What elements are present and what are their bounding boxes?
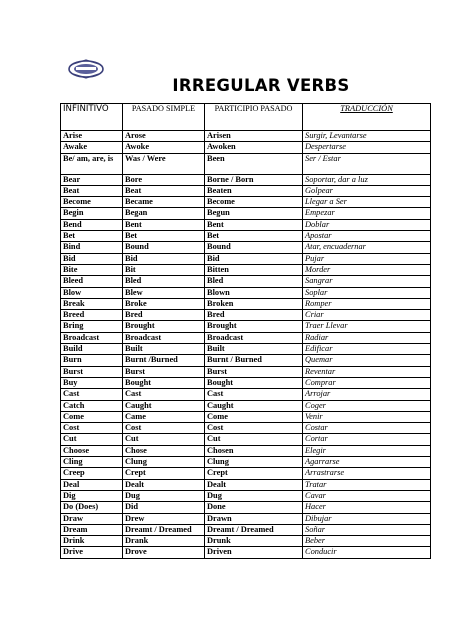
infinitive-cell: Choose (61, 445, 123, 456)
translation-cell: Cavar (303, 490, 431, 501)
translation-cell: Comprar (303, 377, 431, 388)
infinitive-cell: Broadcast (61, 332, 123, 343)
infinitive-cell: Dream (61, 524, 123, 535)
past-simple-cell: Bred (123, 310, 205, 321)
translation-cell: Apostar (303, 231, 431, 242)
past-simple-cell: Bought (123, 377, 205, 388)
past-simple-cell: Dealt (123, 479, 205, 490)
past-participle-cell: Come (205, 411, 303, 422)
table-row (61, 355, 431, 366)
infinitive-cell: Cling (61, 457, 123, 468)
translation-cell: Despertarse (303, 142, 431, 153)
table-row (61, 253, 431, 264)
table-row (61, 242, 431, 253)
table-row (61, 321, 431, 332)
table-row (61, 524, 431, 535)
translation-cell: Elegir (303, 445, 431, 456)
translation-cell: Criar (303, 310, 431, 321)
past-simple-cell: Chose (123, 445, 205, 456)
table-row (61, 423, 431, 434)
past-participle-cell: Drunk (205, 536, 303, 547)
translation-cell: Atar, encuadernar (303, 242, 431, 253)
translation-cell: Beber (303, 536, 431, 547)
table-row (61, 513, 431, 524)
past-simple-cell: Was / Were (123, 153, 205, 174)
translation-cell: Doblar (303, 219, 431, 230)
translation-cell: Empezar (303, 208, 431, 219)
past-simple-cell: Crept (123, 468, 205, 479)
past-participle-cell: Beaten (205, 185, 303, 196)
past-participle-cell: Awoken (205, 142, 303, 153)
past-participle-cell: Done (205, 502, 303, 513)
past-participle-cell: Broadcast (205, 332, 303, 343)
infinitive-cell: Begin (61, 208, 123, 219)
translation-cell: Costar (303, 423, 431, 434)
past-simple-cell: Began (123, 208, 205, 219)
past-simple-cell: Dreamt / Dreamed (123, 524, 205, 535)
table-row (61, 174, 431, 185)
past-participle-cell: Crept (205, 468, 303, 479)
table-row (61, 310, 431, 321)
past-simple-cell: Arose (123, 131, 205, 142)
header-past-participle: PARTICIPIO PASADO (205, 104, 303, 131)
translation-cell: Traer Llevar (303, 321, 431, 332)
past-participle-cell: Broken (205, 298, 303, 309)
past-simple-cell: Bet (123, 231, 205, 242)
past-simple-cell: Bore (123, 174, 205, 185)
infinitive-cell: Build (61, 344, 123, 355)
translation-cell: Cortar (303, 434, 431, 445)
infinitive-cell: Bet (61, 231, 123, 242)
translation-cell: Venir (303, 411, 431, 422)
past-participle-cell: Been (205, 153, 303, 174)
header-infinitive: INFINITIVO (61, 104, 123, 131)
infinitive-cell: Burst (61, 366, 123, 377)
translation-cell: Arrojar (303, 389, 431, 400)
past-simple-cell: Drew (123, 513, 205, 524)
infinitive-cell: Blow (61, 287, 123, 298)
table-row (61, 298, 431, 309)
table-row (61, 153, 431, 174)
translation-cell: Llegar a Ser (303, 197, 431, 208)
infinitive-cell: Beat (61, 185, 123, 196)
past-simple-cell: Beat (123, 185, 205, 196)
table-row (61, 185, 431, 196)
infinitive-cell: Catch (61, 400, 123, 411)
past-participle-cell: Dealt (205, 479, 303, 490)
past-simple-cell: Bit (123, 264, 205, 275)
translation-cell: Quemar (303, 355, 431, 366)
past-participle-cell: Cut (205, 434, 303, 445)
table-row (61, 131, 431, 142)
table-row (61, 332, 431, 343)
table-row (61, 287, 431, 298)
past-participle-cell: Caught (205, 400, 303, 411)
table-row (61, 457, 431, 468)
table-row (61, 479, 431, 490)
table-row (61, 344, 431, 355)
table-row (61, 219, 431, 230)
past-simple-cell: Burnt /Burned (123, 355, 205, 366)
infinitive-cell: Bend (61, 219, 123, 230)
past-simple-cell: Bent (123, 219, 205, 230)
header-past-simple: PASADO SIMPLE (123, 104, 205, 131)
translation-cell: Coger (303, 400, 431, 411)
infinitive-cell: Cast (61, 389, 123, 400)
table-row (61, 536, 431, 547)
past-participle-cell: Chosen (205, 445, 303, 456)
table-row (61, 142, 431, 153)
past-participle-cell: Bled (205, 276, 303, 287)
infinitive-cell: Do (Does) (61, 502, 123, 513)
translation-cell: Hacer (303, 502, 431, 513)
past-participle-cell: Begun (205, 208, 303, 219)
past-simple-cell: Cost (123, 423, 205, 434)
table-row (61, 276, 431, 287)
infinitive-cell: Bid (61, 253, 123, 264)
past-simple-cell: Blew (123, 287, 205, 298)
past-simple-cell: Brought (123, 321, 205, 332)
translation-cell: Sangrar (303, 276, 431, 287)
infinitive-cell: Bring (61, 321, 123, 332)
past-simple-cell: Built (123, 344, 205, 355)
infinitive-cell: Bear (61, 174, 123, 185)
past-simple-cell: Broadcast (123, 332, 205, 343)
table-body (61, 131, 431, 559)
table-row (61, 490, 431, 501)
past-participle-cell: Burst (205, 366, 303, 377)
past-participle-cell: Brought (205, 321, 303, 332)
past-simple-cell: Drove (123, 547, 205, 558)
translation-cell: Dibujar (303, 513, 431, 524)
translation-cell: Tratar (303, 479, 431, 490)
table-row (61, 197, 431, 208)
infinitive-cell: Bite (61, 264, 123, 275)
past-participle-cell: Become (205, 197, 303, 208)
header-translation: TRADUCCIÓN (303, 104, 431, 131)
translation-cell: Golpear (303, 185, 431, 196)
past-simple-cell: Bled (123, 276, 205, 287)
translation-cell: Soportar, dar a luz (303, 174, 431, 185)
past-participle-cell: Bid (205, 253, 303, 264)
past-simple-cell: Awoke (123, 142, 205, 153)
table-row (61, 366, 431, 377)
past-participle-cell: Bound (205, 242, 303, 253)
translation-cell: Pujar (303, 253, 431, 264)
past-participle-cell: Arisen (205, 131, 303, 142)
translation-cell: Conducir (303, 547, 431, 558)
table-row (61, 434, 431, 445)
infinitive-cell: Dig (61, 490, 123, 501)
past-simple-cell: Burst (123, 366, 205, 377)
infinitive-cell: Become (61, 197, 123, 208)
infinitive-cell: Be/ am, are, is (61, 153, 123, 174)
translation-cell: Ser / Estar (303, 153, 431, 174)
past-simple-cell: Became (123, 197, 205, 208)
past-simple-cell: Dug (123, 490, 205, 501)
table-row (61, 445, 431, 456)
past-participle-cell: Blown (205, 287, 303, 298)
past-simple-cell: Drank (123, 536, 205, 547)
past-participle-cell: Drawn (205, 513, 303, 524)
past-simple-cell: Broke (123, 298, 205, 309)
infinitive-cell: Arise (61, 131, 123, 142)
translation-cell: Morder (303, 264, 431, 275)
infinitive-cell: Awake (61, 142, 123, 153)
translation-cell: Edificar (303, 344, 431, 355)
infinitive-cell: Deal (61, 479, 123, 490)
past-participle-cell: Bet (205, 231, 303, 242)
infinitive-cell: Cut (61, 434, 123, 445)
infinitive-cell: Come (61, 411, 123, 422)
translation-cell: Agarrarse (303, 457, 431, 468)
infinitive-cell: Creep (61, 468, 123, 479)
translation-cell: Reventar (303, 366, 431, 377)
translation-cell: Soñar (303, 524, 431, 535)
infinitive-cell: Draw (61, 513, 123, 524)
past-participle-cell: Built (205, 344, 303, 355)
translation-cell: Romper (303, 298, 431, 309)
irregular-verbs-table (60, 103, 431, 559)
past-participle-cell: Dug (205, 490, 303, 501)
infinitive-cell: Breed (61, 310, 123, 321)
past-simple-cell: Bound (123, 242, 205, 253)
infinitive-cell: Bleed (61, 276, 123, 287)
translation-cell: Surgir, Levantarse (303, 131, 431, 142)
past-participle-cell: Bought (205, 377, 303, 388)
table-row (61, 264, 431, 275)
past-simple-cell: Clung (123, 457, 205, 468)
past-participle-cell: Borne / Born (205, 174, 303, 185)
past-participle-cell: Bred (205, 310, 303, 321)
infinitive-cell: Buy (61, 377, 123, 388)
table-row (61, 208, 431, 219)
past-participle-cell: Dreamt / Dreamed (205, 524, 303, 535)
past-simple-cell: Did (123, 502, 205, 513)
table-header-row (61, 104, 431, 131)
page-title: IRREGULAR VERBS (172, 76, 350, 95)
infinitive-cell: Bind (61, 242, 123, 253)
infinitive-cell: Burn (61, 355, 123, 366)
table-row (61, 389, 431, 400)
past-simple-cell: Caught (123, 400, 205, 411)
past-participle-cell: Bitten (205, 264, 303, 275)
translation-cell: Soplar (303, 287, 431, 298)
table-row (61, 411, 431, 422)
table-row (61, 502, 431, 513)
past-simple-cell: Cast (123, 389, 205, 400)
table-row (61, 377, 431, 388)
past-participle-cell: Driven (205, 547, 303, 558)
past-participle-cell: Bent (205, 219, 303, 230)
table-row (61, 400, 431, 411)
past-participle-cell: Cost (205, 423, 303, 434)
infinitive-cell: Drive (61, 547, 123, 558)
table-row (61, 547, 431, 558)
translation-cell: Arrastrarse (303, 468, 431, 479)
past-participle-cell: Clung (205, 457, 303, 468)
translation-cell: Radiar (303, 332, 431, 343)
past-participle-cell: Cast (205, 389, 303, 400)
table-row (61, 231, 431, 242)
infinitive-cell: Cost (61, 423, 123, 434)
table-row (61, 468, 431, 479)
past-simple-cell: Came (123, 411, 205, 422)
past-participle-cell: Burnt / Burned (205, 355, 303, 366)
past-simple-cell: Bid (123, 253, 205, 264)
infinitive-cell: Drink (61, 536, 123, 547)
infinitive-cell: Break (61, 298, 123, 309)
past-simple-cell: Cut (123, 434, 205, 445)
